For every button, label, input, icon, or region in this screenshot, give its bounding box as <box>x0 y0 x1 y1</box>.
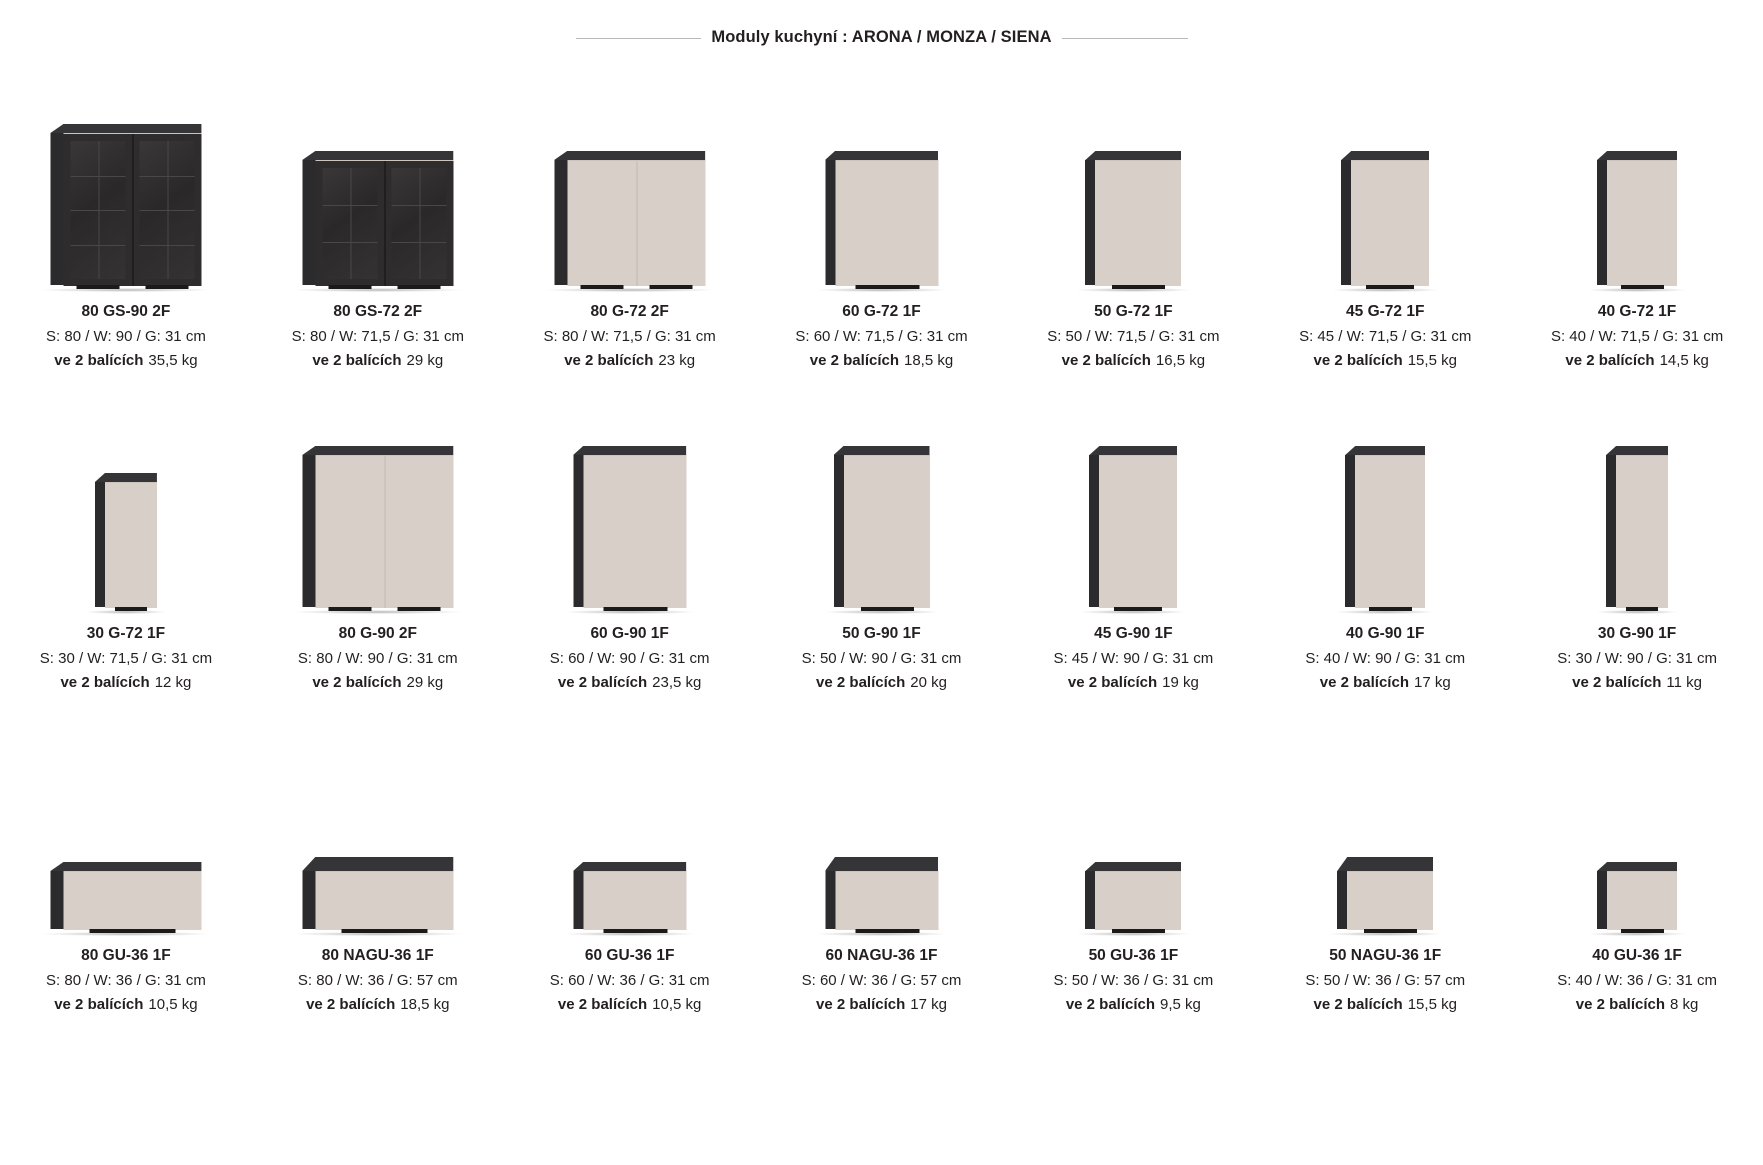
cabinet-side-panel <box>1085 160 1095 285</box>
cabinet-side-panel <box>50 133 63 285</box>
cabinet-top-panel <box>1085 862 1181 871</box>
module-caption <box>1299 301 1471 372</box>
module-packaging <box>544 350 716 371</box>
packaging-label: ve 2 balících <box>306 996 396 1014</box>
drop-shadow <box>86 610 166 614</box>
module-caption <box>46 301 206 372</box>
cabinet-top-panel <box>302 151 453 160</box>
cabinet-doors <box>1351 160 1429 286</box>
cabinet-side-panel <box>1085 871 1095 929</box>
module-packaging <box>1047 350 1219 371</box>
cabinet-top-panel <box>1341 151 1429 160</box>
cabinet-illustration <box>50 871 201 929</box>
cabinet-side-panel <box>825 160 835 285</box>
module-caption <box>46 945 206 1016</box>
module-code: 60 NAGU-36 1F <box>825 947 938 964</box>
module-weight: 10,5 kg <box>652 996 702 1014</box>
cabinet-illustration <box>1337 871 1433 929</box>
module-code: 45 G-90 1F <box>1094 625 1173 642</box>
drop-shadow <box>1332 288 1438 292</box>
cabinet-top-panel <box>50 124 201 133</box>
module-card[interactable] <box>756 110 1008 432</box>
module-row <box>0 110 1763 432</box>
cabinet-top-panel <box>573 446 686 455</box>
module-weight: 18,5 kg <box>400 996 450 1014</box>
cabinet-illustration <box>1085 871 1181 929</box>
module-card[interactable] <box>0 754 252 1076</box>
cabinet-image <box>756 432 1008 607</box>
module-packaging <box>1053 672 1213 693</box>
module-packaging <box>1551 350 1723 371</box>
module-dimensions: S: 50 / W: 36 / G: 57 cm <box>1305 972 1466 989</box>
drop-shadow <box>564 932 695 936</box>
module-code: 60 G-72 1F <box>842 303 921 320</box>
cabinet-doors <box>1347 871 1433 930</box>
module-card[interactable] <box>1007 754 1259 1076</box>
cabinet-glass-doors <box>63 133 201 286</box>
cabinet-illustration <box>1597 160 1677 285</box>
cabinet-illustration <box>825 160 938 285</box>
cabinet-side-panel <box>554 160 567 285</box>
module-packaging <box>46 994 206 1015</box>
packaging-label: ve 2 balících <box>1575 996 1666 1014</box>
module-caption <box>1557 945 1717 1016</box>
module-row <box>0 754 1763 1076</box>
cabinet-side-panel <box>573 455 583 607</box>
module-packaging <box>1305 672 1465 693</box>
cabinet-image <box>1007 432 1259 607</box>
module-dimensions: S: 30 / W: 90 / G: 31 cm <box>1557 650 1717 667</box>
cabinet-side-panel <box>1597 871 1607 929</box>
cabinet-illustration <box>834 455 930 607</box>
muntin-vertical <box>98 141 99 279</box>
module-caption <box>802 945 962 1016</box>
cabinet-image <box>1259 110 1511 285</box>
module-weight: 19 kg <box>1162 674 1199 692</box>
module-weight: 17 kg <box>910 996 947 1014</box>
cabinet-doors <box>583 455 686 608</box>
drop-shadow <box>1597 610 1677 614</box>
packaging-label: ve 2 balících <box>1565 352 1655 370</box>
cabinet-side-panel <box>302 455 315 607</box>
cabinet-illustration <box>302 871 453 929</box>
module-code: 50 NAGU-36 1F <box>1329 947 1442 964</box>
drop-shadow <box>1076 288 1190 292</box>
cabinet-doors <box>1607 871 1677 930</box>
module-caption <box>1557 623 1717 694</box>
module-caption <box>298 945 458 1016</box>
module-code: 80 GS-90 2F <box>81 303 171 320</box>
cabinet-side-panel <box>1337 871 1347 929</box>
cabinet-top-panel <box>302 446 453 455</box>
module-code: 30 G-90 1F <box>1597 625 1677 642</box>
module-dimensions: S: 50 / W: 71,5 / G: 31 cm <box>1047 328 1220 345</box>
module-code: 80 GU-36 1F <box>81 947 171 964</box>
cabinet-image <box>504 110 756 285</box>
module-dimensions: S: 80 / W: 36 / G: 57 cm <box>297 972 458 989</box>
cabinet-image <box>252 754 504 929</box>
module-card[interactable] <box>1511 110 1763 432</box>
cabinet-illustration <box>1597 871 1677 929</box>
cabinet-illustration <box>1606 455 1668 607</box>
module-weight: 10,5 kg <box>148 996 198 1014</box>
cabinet-doors <box>567 160 705 286</box>
module-card[interactable] <box>1259 432 1511 754</box>
module-dimensions: S: 40 / W: 90 / G: 31 cm <box>1305 650 1466 667</box>
module-caption <box>1551 301 1723 372</box>
module-packaging <box>46 350 206 371</box>
muntin-vertical <box>167 141 168 279</box>
page-header <box>0 28 1763 47</box>
module-packaging <box>1557 672 1717 693</box>
cabinet-image <box>504 432 756 607</box>
drop-shadow <box>41 288 210 292</box>
module-code: 80 NAGU-36 1F <box>321 947 434 964</box>
drop-shadow <box>816 288 947 292</box>
door-seam <box>384 456 385 608</box>
cabinet-side-panel <box>302 871 315 929</box>
packaging-label: ve 2 balících <box>557 674 648 692</box>
packaging-label: ve 2 balících <box>54 352 144 370</box>
drop-shadow <box>564 610 695 614</box>
module-weight: 11 kg <box>1666 674 1702 692</box>
module-dimensions: S: 80 / W: 71,5 / G: 31 cm <box>543 328 716 345</box>
cabinet-doors <box>583 871 686 930</box>
module-packaging <box>298 672 458 693</box>
cabinet-image <box>1007 110 1259 285</box>
module-card[interactable] <box>0 432 252 754</box>
packaging-label: ve 2 balících <box>54 996 144 1014</box>
module-dimensions: S: 45 / W: 90 / G: 31 cm <box>1053 650 1214 667</box>
door-seam <box>384 161 385 286</box>
cabinet-image <box>252 110 504 285</box>
cabinet-top-panel <box>1606 446 1668 455</box>
drop-shadow <box>1588 288 1686 292</box>
cabinet-doors <box>315 871 453 930</box>
cabinet-doors <box>835 160 938 286</box>
module-code: 80 GS-72 2F <box>333 303 423 320</box>
cabinet-glass-doors <box>315 160 453 286</box>
cabinet-image <box>1511 754 1763 929</box>
module-dimensions: S: 60 / W: 90 / G: 31 cm <box>549 650 710 667</box>
cabinet-top-panel <box>95 473 157 482</box>
packaging-label: ve 2 balících <box>312 352 402 370</box>
packaging-label: ve 2 balících <box>557 996 648 1014</box>
drop-shadow <box>1076 932 1190 936</box>
module-dimensions: S: 60 / W: 71,5 / G: 31 cm <box>795 328 968 345</box>
module-packaging <box>795 350 967 371</box>
module-code: 40 G-90 1F <box>1346 625 1425 642</box>
cabinet-illustration <box>554 160 705 285</box>
module-weight: 14,5 kg <box>1659 352 1709 370</box>
module-dimensions: S: 50 / W: 90 / G: 31 cm <box>801 650 962 667</box>
module-caption <box>795 301 967 372</box>
cabinet-side-panel <box>825 871 835 929</box>
module-code: 30 G-72 1F <box>86 625 166 642</box>
module-caption <box>1053 623 1213 694</box>
module-dimensions: S: 80 / W: 36 / G: 31 cm <box>46 972 206 989</box>
module-dimensions: S: 60 / W: 36 / G: 31 cm <box>549 972 710 989</box>
module-row <box>0 432 1763 754</box>
module-dimensions: S: 30 / W: 71,5 / G: 31 cm <box>39 650 213 667</box>
module-weight: 29 kg <box>406 352 444 370</box>
cabinet-side-panel <box>1089 455 1099 607</box>
cabinet-side-panel <box>1341 160 1351 285</box>
module-dimensions: S: 60 / W: 36 / G: 57 cm <box>801 972 962 989</box>
module-card[interactable] <box>504 110 756 432</box>
packaging-label: ve 2 balících <box>1319 674 1409 692</box>
cabinet-illustration <box>95 482 157 607</box>
module-weight: 16,5 kg <box>1155 352 1206 370</box>
cabinet-doors <box>835 871 938 930</box>
module-weight: 29 kg <box>406 674 444 692</box>
cabinet-side-panel <box>1606 455 1616 607</box>
drop-shadow <box>1336 610 1434 614</box>
cabinet-image <box>756 110 1008 285</box>
module-card[interactable] <box>1511 432 1763 754</box>
module-card[interactable] <box>504 432 756 754</box>
cabinet-side-panel <box>1345 455 1355 607</box>
packaging-label: ve 2 balících <box>1313 352 1403 370</box>
cabinet-image <box>1259 754 1511 929</box>
cabinet-side-panel <box>834 455 844 607</box>
cabinet-top-panel <box>50 862 201 871</box>
module-packaging <box>802 994 962 1015</box>
cabinet-image <box>1259 432 1511 607</box>
module-card[interactable] <box>252 110 504 432</box>
module-dimensions: S: 80 / W: 90 / G: 31 cm <box>297 650 458 667</box>
cabinet-illustration <box>1345 455 1425 607</box>
module-weight: 9,5 kg <box>1160 996 1201 1014</box>
cabinet-doors <box>1355 455 1425 608</box>
module-caption <box>1305 945 1465 1016</box>
cabinet-image <box>0 754 252 929</box>
module-packaging <box>1305 994 1465 1015</box>
drop-shadow <box>545 288 714 292</box>
cabinet-image <box>0 432 252 607</box>
cabinet-illustration <box>302 160 453 285</box>
cabinet-illustration <box>50 133 201 285</box>
packaging-label: ve 2 balících <box>1313 996 1403 1014</box>
module-caption <box>1047 301 1219 372</box>
module-card[interactable] <box>1007 110 1259 432</box>
cabinet-side-panel <box>573 871 583 929</box>
module-code: 60 G-90 1F <box>590 625 669 642</box>
module-caption <box>298 623 458 694</box>
module-card[interactable] <box>0 110 252 432</box>
module-code: 40 GU-36 1F <box>1592 947 1682 964</box>
drop-shadow <box>816 932 947 936</box>
drop-shadow <box>293 288 462 292</box>
module-weight: 8 kg <box>1670 996 1699 1014</box>
cabinet-doors <box>1607 160 1677 286</box>
page-title: Moduly kuchyní : ARONA / MONZA / SIENA <box>701 28 1061 47</box>
module-dimensions: S: 45 / W: 71,5 / G: 31 cm <box>1299 328 1472 345</box>
title-rule <box>576 28 1188 47</box>
cabinet-side-panel <box>1597 160 1607 285</box>
module-packaging <box>1557 994 1717 1015</box>
module-dimensions: S: 50 / W: 36 / G: 31 cm <box>1053 972 1214 989</box>
drop-shadow <box>1328 932 1442 936</box>
packaging-label: ve 2 balících <box>312 674 402 692</box>
module-packaging <box>40 672 212 693</box>
module-weight: 15,5 kg <box>1407 996 1457 1014</box>
module-caption <box>1305 623 1465 694</box>
cabinet-side-panel <box>50 871 63 929</box>
module-caption <box>292 301 464 372</box>
cabinet-doors <box>63 871 201 930</box>
cabinet-doors <box>1095 160 1181 286</box>
module-caption <box>544 301 716 372</box>
module-code: 50 G-72 1F <box>1094 303 1173 320</box>
module-code: 50 GU-36 1F <box>1088 947 1179 964</box>
cabinet-doors <box>1099 455 1177 608</box>
cabinet-doors <box>315 455 453 608</box>
module-caption <box>550 945 710 1016</box>
module-packaging <box>298 994 458 1015</box>
cabinet-illustration <box>573 871 686 929</box>
module-card[interactable] <box>252 754 504 1076</box>
cabinet-doors <box>844 455 930 608</box>
module-card[interactable] <box>1511 754 1763 1076</box>
drop-shadow <box>1080 610 1186 614</box>
module-weight: 12 kg <box>154 674 192 692</box>
module-card[interactable] <box>756 754 1008 1076</box>
module-code: 50 G-90 1F <box>842 625 921 642</box>
packaging-label: ve 2 balících <box>809 352 899 370</box>
cabinet-top-panel <box>825 151 938 160</box>
module-card[interactable] <box>252 432 504 754</box>
drop-shadow <box>293 932 462 936</box>
packaging-label: ve 2 balících <box>60 674 150 692</box>
cabinet-top-panel <box>1089 446 1177 455</box>
packaging-label: ve 2 balících <box>816 674 906 692</box>
module-weight: 15,5 kg <box>1407 352 1457 370</box>
drop-shadow <box>293 610 462 614</box>
module-weight: 18,5 kg <box>904 352 954 370</box>
module-card[interactable] <box>1259 110 1511 432</box>
packaging-label: ve 2 balících <box>1061 352 1151 370</box>
door-seam <box>132 134 133 286</box>
cabinet-top-panel <box>834 446 930 455</box>
module-code: 40 G-72 1F <box>1597 303 1677 320</box>
module-packaging <box>802 672 962 693</box>
module-packaging <box>1053 994 1213 1015</box>
cabinet-illustration <box>573 455 686 607</box>
cabinet-doors <box>1616 455 1668 608</box>
module-packaging <box>550 994 710 1015</box>
module-dimensions: S: 80 / W: 90 / G: 31 cm <box>46 328 206 345</box>
muntin-vertical <box>350 168 351 279</box>
module-card[interactable] <box>1007 432 1259 754</box>
packaging-label: ve 2 balících <box>1067 674 1158 692</box>
cabinet-illustration <box>825 871 938 929</box>
module-code: 60 GU-36 1F <box>584 947 675 964</box>
cabinet-top-panel <box>1597 151 1677 160</box>
cabinet-top-panel <box>1597 862 1677 871</box>
module-grid <box>0 110 1763 1076</box>
drop-shadow <box>825 610 939 614</box>
cabinet-top-panel <box>302 857 453 871</box>
cabinet-top-panel <box>573 862 686 871</box>
cabinet-illustration <box>302 455 453 607</box>
packaging-label: ve 2 balících <box>1065 996 1156 1014</box>
cabinet-top-panel <box>1085 151 1181 160</box>
packaging-label: ve 2 balících <box>816 996 906 1014</box>
module-card[interactable] <box>504 754 756 1076</box>
module-weight: 17 kg <box>1413 674 1451 692</box>
muntin-vertical <box>419 168 420 279</box>
cabinet-image <box>0 110 252 285</box>
module-dimensions: S: 80 / W: 71,5 / G: 31 cm <box>291 328 464 345</box>
packaging-label: ve 2 balících <box>564 352 654 370</box>
cabinet-image <box>1511 110 1763 285</box>
module-code: 80 G-72 2F <box>590 303 669 320</box>
drop-shadow <box>41 932 210 936</box>
cabinet-image <box>252 432 504 607</box>
module-code: 80 G-90 2F <box>338 625 417 642</box>
cabinet-top-panel <box>554 151 705 160</box>
module-caption <box>802 623 962 694</box>
cabinet-illustration <box>1341 160 1429 285</box>
cabinet-top-panel <box>825 857 938 871</box>
packaging-label: ve 2 balících <box>1572 674 1662 692</box>
cabinet-side-panel <box>302 160 315 285</box>
cabinet-side-panel <box>95 482 105 607</box>
module-card[interactable] <box>756 432 1008 754</box>
module-caption <box>550 623 710 694</box>
cabinet-image <box>504 754 756 929</box>
cabinet-image <box>1511 432 1763 607</box>
module-code: 45 G-72 1F <box>1346 303 1425 320</box>
cabinet-top-panel <box>1337 857 1433 871</box>
door-seam <box>636 161 637 286</box>
cabinet-illustration <box>1089 455 1177 607</box>
module-caption <box>40 623 212 694</box>
cabinet-illustration <box>1085 160 1181 285</box>
module-dimensions: S: 40 / W: 36 / G: 31 cm <box>1557 972 1717 989</box>
cabinet-image <box>756 754 1008 929</box>
cabinet-doors <box>105 482 157 608</box>
module-card[interactable] <box>1259 754 1511 1076</box>
module-dimensions: S: 40 / W: 71,5 / G: 31 cm <box>1550 328 1724 345</box>
cabinet-image <box>1007 754 1259 929</box>
module-packaging <box>550 672 710 693</box>
module-weight: 23,5 kg <box>652 674 702 692</box>
module-packaging <box>1299 350 1471 371</box>
drop-shadow <box>1588 932 1686 936</box>
cabinet-top-panel <box>1345 446 1425 455</box>
module-packaging <box>292 350 464 371</box>
cabinet-doors <box>1095 871 1181 930</box>
module-caption <box>1053 945 1213 1016</box>
module-weight: 23 kg <box>658 352 696 370</box>
module-weight: 35,5 kg <box>148 352 198 370</box>
module-weight: 20 kg <box>910 674 947 692</box>
